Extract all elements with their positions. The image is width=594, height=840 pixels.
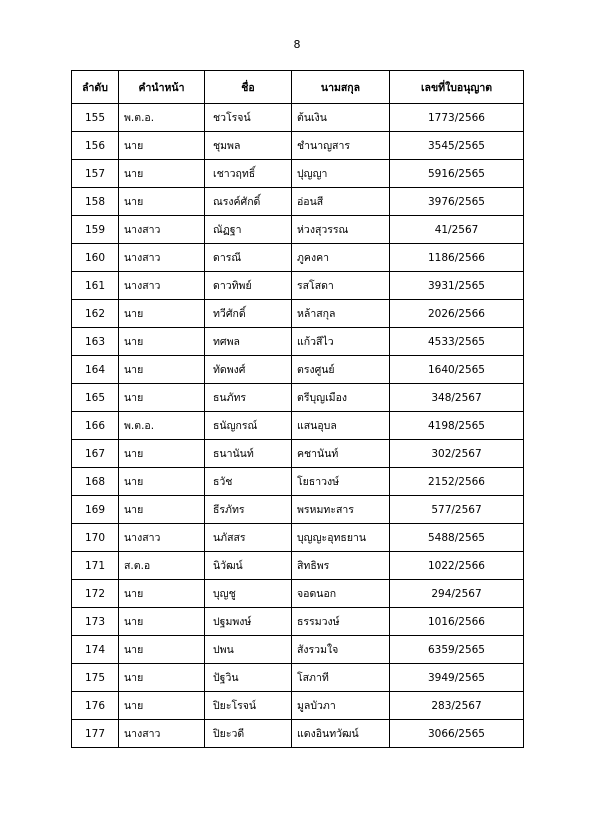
cell-license-number: 302/2567: [390, 440, 524, 468]
cell-order: 164: [72, 356, 119, 384]
cell-order: 162: [72, 300, 119, 328]
table-row: [72, 328, 524, 356]
cell-order: 177: [72, 720, 119, 748]
cell-first-name: ทวีศักดิ์: [205, 300, 292, 328]
cell-last-name: สังรวมใจ: [292, 636, 390, 664]
cell-first-name: ธนัญกรณ์: [205, 412, 292, 440]
cell-first-name: เชาวฤทธิ์: [205, 160, 292, 188]
cell-last-name: พรหมทะสาร: [292, 496, 390, 524]
cell-license-number: 294/2567: [390, 580, 524, 608]
table-row: [72, 300, 524, 328]
cell-order: 167: [72, 440, 119, 468]
cell-prefix: นาย: [119, 468, 205, 496]
cell-order: 155: [72, 104, 119, 132]
cell-last-name: จอดนอก: [292, 580, 390, 608]
cell-first-name: ปิยะโรจน์: [205, 692, 292, 720]
cell-order: 174: [72, 636, 119, 664]
cell-order: 159: [72, 216, 119, 244]
cell-prefix: นาย: [119, 608, 205, 636]
cell-license-number: 41/2567: [390, 216, 524, 244]
cell-last-name: คชานันท์: [292, 440, 390, 468]
cell-order: 171: [72, 552, 119, 580]
cell-license-number: 4533/2565: [390, 328, 524, 356]
header-last-name: นามสกุล: [292, 71, 390, 104]
cell-license-number: 1640/2565: [390, 356, 524, 384]
table-row: [72, 496, 524, 524]
table-row: [72, 244, 524, 272]
cell-order: 169: [72, 496, 119, 524]
cell-prefix: นางสาว: [119, 720, 205, 748]
cell-last-name: ห่วงสุวรรณ: [292, 216, 390, 244]
cell-first-name: ณัฏฐา: [205, 216, 292, 244]
cell-license-number: 3976/2565: [390, 188, 524, 216]
cell-prefix: นางสาว: [119, 272, 205, 300]
cell-license-number: 577/2567: [390, 496, 524, 524]
cell-prefix: นาย: [119, 356, 205, 384]
cell-order: 172: [72, 580, 119, 608]
cell-prefix: นาย: [119, 692, 205, 720]
cell-first-name: ปฐมพงษ์: [205, 608, 292, 636]
table-row: [72, 720, 524, 748]
cell-first-name: ปัฐวิน: [205, 664, 292, 692]
cell-order: 160: [72, 244, 119, 272]
table-row: [72, 468, 524, 496]
header-first-name: ชื่อ: [205, 71, 292, 104]
cell-license-number: 3949/2565: [390, 664, 524, 692]
cell-first-name: นิวัฒน์: [205, 552, 292, 580]
cell-last-name: แสนอุบล: [292, 412, 390, 440]
license-table: [71, 70, 524, 748]
cell-prefix: นาย: [119, 636, 205, 664]
cell-last-name: มูลบัวภา: [292, 692, 390, 720]
table-row: [72, 608, 524, 636]
cell-last-name: บุญญะอุทธยาน: [292, 524, 390, 552]
cell-first-name: ณรงค์ศักดิ์: [205, 188, 292, 216]
page-number: 8: [293, 38, 301, 51]
cell-prefix: นาย: [119, 188, 205, 216]
cell-last-name: ต้นเงิน: [292, 104, 390, 132]
cell-prefix: นาย: [119, 328, 205, 356]
cell-first-name: ธนภัทร: [205, 384, 292, 412]
cell-last-name: รสโสดา: [292, 272, 390, 300]
table-row: [72, 132, 524, 160]
cell-order: 173: [72, 608, 119, 636]
cell-last-name: แก้วสีไว: [292, 328, 390, 356]
cell-prefix: นาย: [119, 160, 205, 188]
cell-license-number: 2152/2566: [390, 468, 524, 496]
cell-first-name: ชวโรจน์: [205, 104, 292, 132]
cell-prefix: ส.ต.อ: [119, 552, 205, 580]
table-row: [72, 524, 524, 552]
cell-last-name: โยธาวงษ์: [292, 468, 390, 496]
cell-first-name: ทัดพงศ์: [205, 356, 292, 384]
cell-first-name: ทศพล: [205, 328, 292, 356]
cell-prefix: นาย: [119, 132, 205, 160]
table-row: [72, 692, 524, 720]
table-header-row: [72, 71, 524, 104]
cell-first-name: ปพน: [205, 636, 292, 664]
cell-first-name: ดาวทิพย์: [205, 272, 292, 300]
cell-license-number: 348/2567: [390, 384, 524, 412]
cell-license-number: 3545/2565: [390, 132, 524, 160]
cell-first-name: ธวัช: [205, 468, 292, 496]
table-row: [72, 440, 524, 468]
cell-license-number: 5488/2565: [390, 524, 524, 552]
cell-license-number: 1773/2566: [390, 104, 524, 132]
cell-order: 166: [72, 412, 119, 440]
cell-first-name: ธนานันท์: [205, 440, 292, 468]
table-row: [72, 552, 524, 580]
cell-first-name: ปิยะวดี: [205, 720, 292, 748]
cell-last-name: ภูคงคา: [292, 244, 390, 272]
cell-order: 158: [72, 188, 119, 216]
cell-order: 157: [72, 160, 119, 188]
cell-prefix: นาย: [119, 384, 205, 412]
cell-license-number: 1186/2566: [390, 244, 524, 272]
cell-license-number: 3931/2565: [390, 272, 524, 300]
cell-first-name: ธีรภัทร: [205, 496, 292, 524]
header-prefix: คำนำหน้า: [119, 71, 205, 104]
cell-license-number: 3066/2565: [390, 720, 524, 748]
cell-prefix: นาย: [119, 300, 205, 328]
cell-first-name: บุญชู: [205, 580, 292, 608]
cell-last-name: ชำนาญสาร: [292, 132, 390, 160]
cell-prefix: พ.ต.อ.: [119, 104, 205, 132]
cell-last-name: ตรีบุญเมือง: [292, 384, 390, 412]
table-row: [72, 664, 524, 692]
cell-order: 156: [72, 132, 119, 160]
cell-order: 168: [72, 468, 119, 496]
cell-last-name: สิทธิพร: [292, 552, 390, 580]
cell-prefix: นาย: [119, 440, 205, 468]
cell-last-name: โสภาที: [292, 664, 390, 692]
table-row: [72, 636, 524, 664]
header-order: ลำดับ: [72, 71, 119, 104]
cell-license-number: 1016/2566: [390, 608, 524, 636]
cell-last-name: ปุญญา: [292, 160, 390, 188]
cell-order: 165: [72, 384, 119, 412]
table-row: [72, 216, 524, 244]
cell-license-number: 4198/2565: [390, 412, 524, 440]
cell-prefix: นางสาว: [119, 524, 205, 552]
cell-order: 175: [72, 664, 119, 692]
cell-order: 161: [72, 272, 119, 300]
cell-order: 176: [72, 692, 119, 720]
cell-license-number: 5916/2565: [390, 160, 524, 188]
cell-license-number: 2026/2566: [390, 300, 524, 328]
cell-license-number: 6359/2565: [390, 636, 524, 664]
cell-prefix: นางสาว: [119, 216, 205, 244]
table-body: [72, 104, 524, 748]
table-row: [72, 272, 524, 300]
cell-order: 163: [72, 328, 119, 356]
cell-last-name: ตรงศูนย์: [292, 356, 390, 384]
cell-order: 170: [72, 524, 119, 552]
cell-prefix: นาย: [119, 580, 205, 608]
cell-first-name: ชุมพล: [205, 132, 292, 160]
table-row: [72, 384, 524, 412]
table-row: [72, 580, 524, 608]
cell-prefix: นางสาว: [119, 244, 205, 272]
table-row: [72, 356, 524, 384]
table-row: [72, 412, 524, 440]
table-row: [72, 160, 524, 188]
cell-prefix: นาย: [119, 496, 205, 524]
cell-first-name: นภัสสร: [205, 524, 292, 552]
header-license-number: เลขที่ใบอนุญาต: [390, 71, 524, 104]
table-row: [72, 188, 524, 216]
cell-last-name: อ่อนสี: [292, 188, 390, 216]
table-row: [72, 104, 524, 132]
cell-license-number: 1022/2566: [390, 552, 524, 580]
cell-license-number: 283/2567: [390, 692, 524, 720]
cell-prefix: พ.ต.อ.: [119, 412, 205, 440]
cell-last-name: แดงอินทวัฒน์: [292, 720, 390, 748]
cell-first-name: ดารณี: [205, 244, 292, 272]
cell-last-name: หล้าสกุล: [292, 300, 390, 328]
cell-prefix: นาย: [119, 664, 205, 692]
cell-last-name: ธรรมวงษ์: [292, 608, 390, 636]
